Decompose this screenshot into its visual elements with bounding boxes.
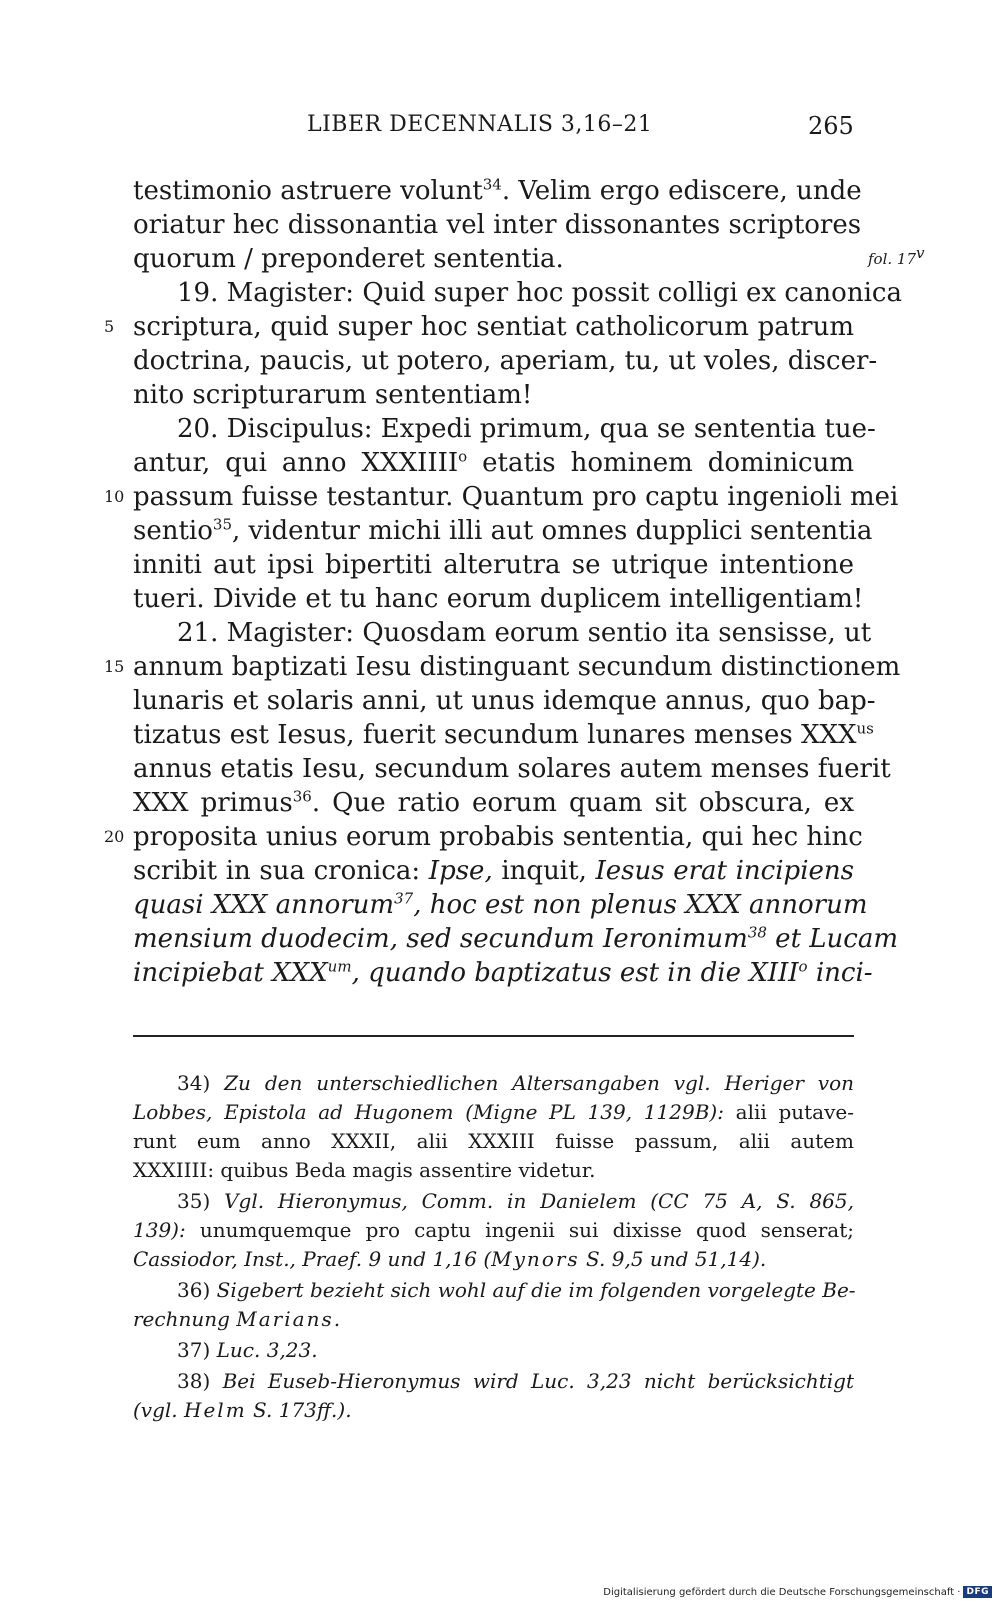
text-line-19: XXX primus$^{36}$. Que ratio eorum quam sit obscura, ex <box>133 787 854 818</box>
text-line-24: incipiebat $XXX^{um}$, quando baptizatus est in die XIII$^o$ inci- <box>133 957 873 988</box>
footnote-36-line-2: rechnung Marians. <box>133 1307 343 1331</box>
footnote-34-line-3: runt eum anno XXXII, alii XXXIII fuisse passum, alii autem <box>133 1129 854 1153</box>
footnote-34-line-2: Lobbes, Epistola ad Hugonem (Migne PL 139, 1129B): alii putave- <box>133 1100 854 1124</box>
running-header <box>0 112 1000 152</box>
digitization-credit <box>603 1586 992 1598</box>
text-line-21: scribit in sua cronica: Ipse, inquit, Iesus erat incipiens <box>133 856 854 886</box>
text-line-16: lunaris et solaris anni, ut unus idemque annus, quo bap- <box>133 686 876 716</box>
text-line-4: 19. Magister: Quid super hoc possit colligi ex canonica <box>177 278 902 308</box>
footnote-34: 34) Zu den unterschiedlichen Altersangaben vgl. Heriger von <box>177 1071 854 1095</box>
text-line-17: tizatus est Iesus, fuerit secundum lunares menses $XXX^{us}$ <box>133 719 874 750</box>
text-line-22: quasi XXX annorum$^{37}$, hoc est non plenus XXX annorum <box>133 889 868 920</box>
text-line-5: scriptura, quid super hoc sentiat catholicorum patrum <box>133 312 854 342</box>
line-number-10: 10 <box>104 487 125 506</box>
line-number-20: 20 <box>104 827 125 846</box>
text-line-14: 21. Magister: Quosdam eorum sentio ita sensisse, ut <box>177 618 872 648</box>
text-line-1: testimonio astruere volunt$^{34}$. Velim ergo ediscere, unde <box>133 175 862 206</box>
footnote-37: 37) Luc. 3,23. <box>177 1338 318 1362</box>
text-line-13: tueri. Divide et tu hanc eorum duplicem intelligentiam! <box>133 584 864 614</box>
running-title: LIBER DECENNALIS 3,16–21 <box>307 112 653 137</box>
credit-text: Digitalisierung gefördert durch die Deutsche Forschungsgemeinschaft · <box>603 1586 961 1598</box>
footnote-35: 35) Vgl. Hieronymus, Comm. in Danielem (CC 75 A, S. 865, <box>177 1189 854 1213</box>
footnote-34-line-4: XXXIIII: quibus Beda magis assentire videtur. <box>133 1158 596 1182</box>
line-number-5: 5 <box>104 317 115 336</box>
text-line-23: mensium duodecim, sed secundum Ieronimum$^{38}$ et Lucam <box>133 923 899 954</box>
text-line-7: nito scripturarum sententiam! <box>133 380 533 410</box>
folio-margin-note: fol. 17$^v$ <box>868 244 925 268</box>
text-line-11: sentio$^{35}$, videntur michi illi aut omnes dupplici sententia <box>133 515 873 546</box>
text-line-6: doctrina, paucis, ut potero, aperiam, tu, ut voles, discer- <box>133 346 878 376</box>
footnote-36: 36) Sigebert bezieht sich wohl auf die im folgenden vorgelegte Be- <box>177 1278 856 1302</box>
text-line-18: annus etatis Iesu, secundum solares autem menses fuerit <box>133 754 891 784</box>
text-line-15: annum baptizati Iesu distinguant secundum distinctionem <box>133 652 901 682</box>
text-line-20: proposita unius eorum probabis sententia, qui hec hinc <box>133 822 863 852</box>
text-line-8: 20. Discipulus: Expedi primum, qua se sententia tue- <box>177 414 876 444</box>
footnote-35-line-2: 139): unumquemque pro captu ingenii sui dixisse quod senserat; <box>133 1218 854 1242</box>
text-line-12: inniti aut ipsi bipertiti alterutra se utrique intentione <box>133 550 854 580</box>
footnote-38: 38) Bei Euseb-Hieronymus wird Luc. 3,23 nicht berücksichtigt <box>177 1369 854 1393</box>
footnote-divider <box>133 1035 854 1037</box>
text-line-10: passum fuisse testantur. Quantum pro captu ingenioli mei <box>133 482 899 512</box>
line-number-15: 15 <box>104 657 125 676</box>
footnote-35-line-3: Cassiodor, Inst., Praef. 9 und 1,16 (Mynors S. 9,5 und 51,14). <box>133 1247 767 1271</box>
dfg-logo: DFG <box>963 1586 992 1598</box>
text-line-3: quorum / preponderet sententia. <box>133 244 564 274</box>
text-line-2: oriatur hec dissonantia vel inter dissonantes scriptores <box>133 210 862 240</box>
page-number: 265 <box>808 112 854 140</box>
text-line-9: antur, qui anno XXXIIII$^o$ etatis hominem dominicum <box>133 447 854 478</box>
footnote-38-line-2: (vgl. Helm S. 173ff.). <box>133 1398 352 1422</box>
